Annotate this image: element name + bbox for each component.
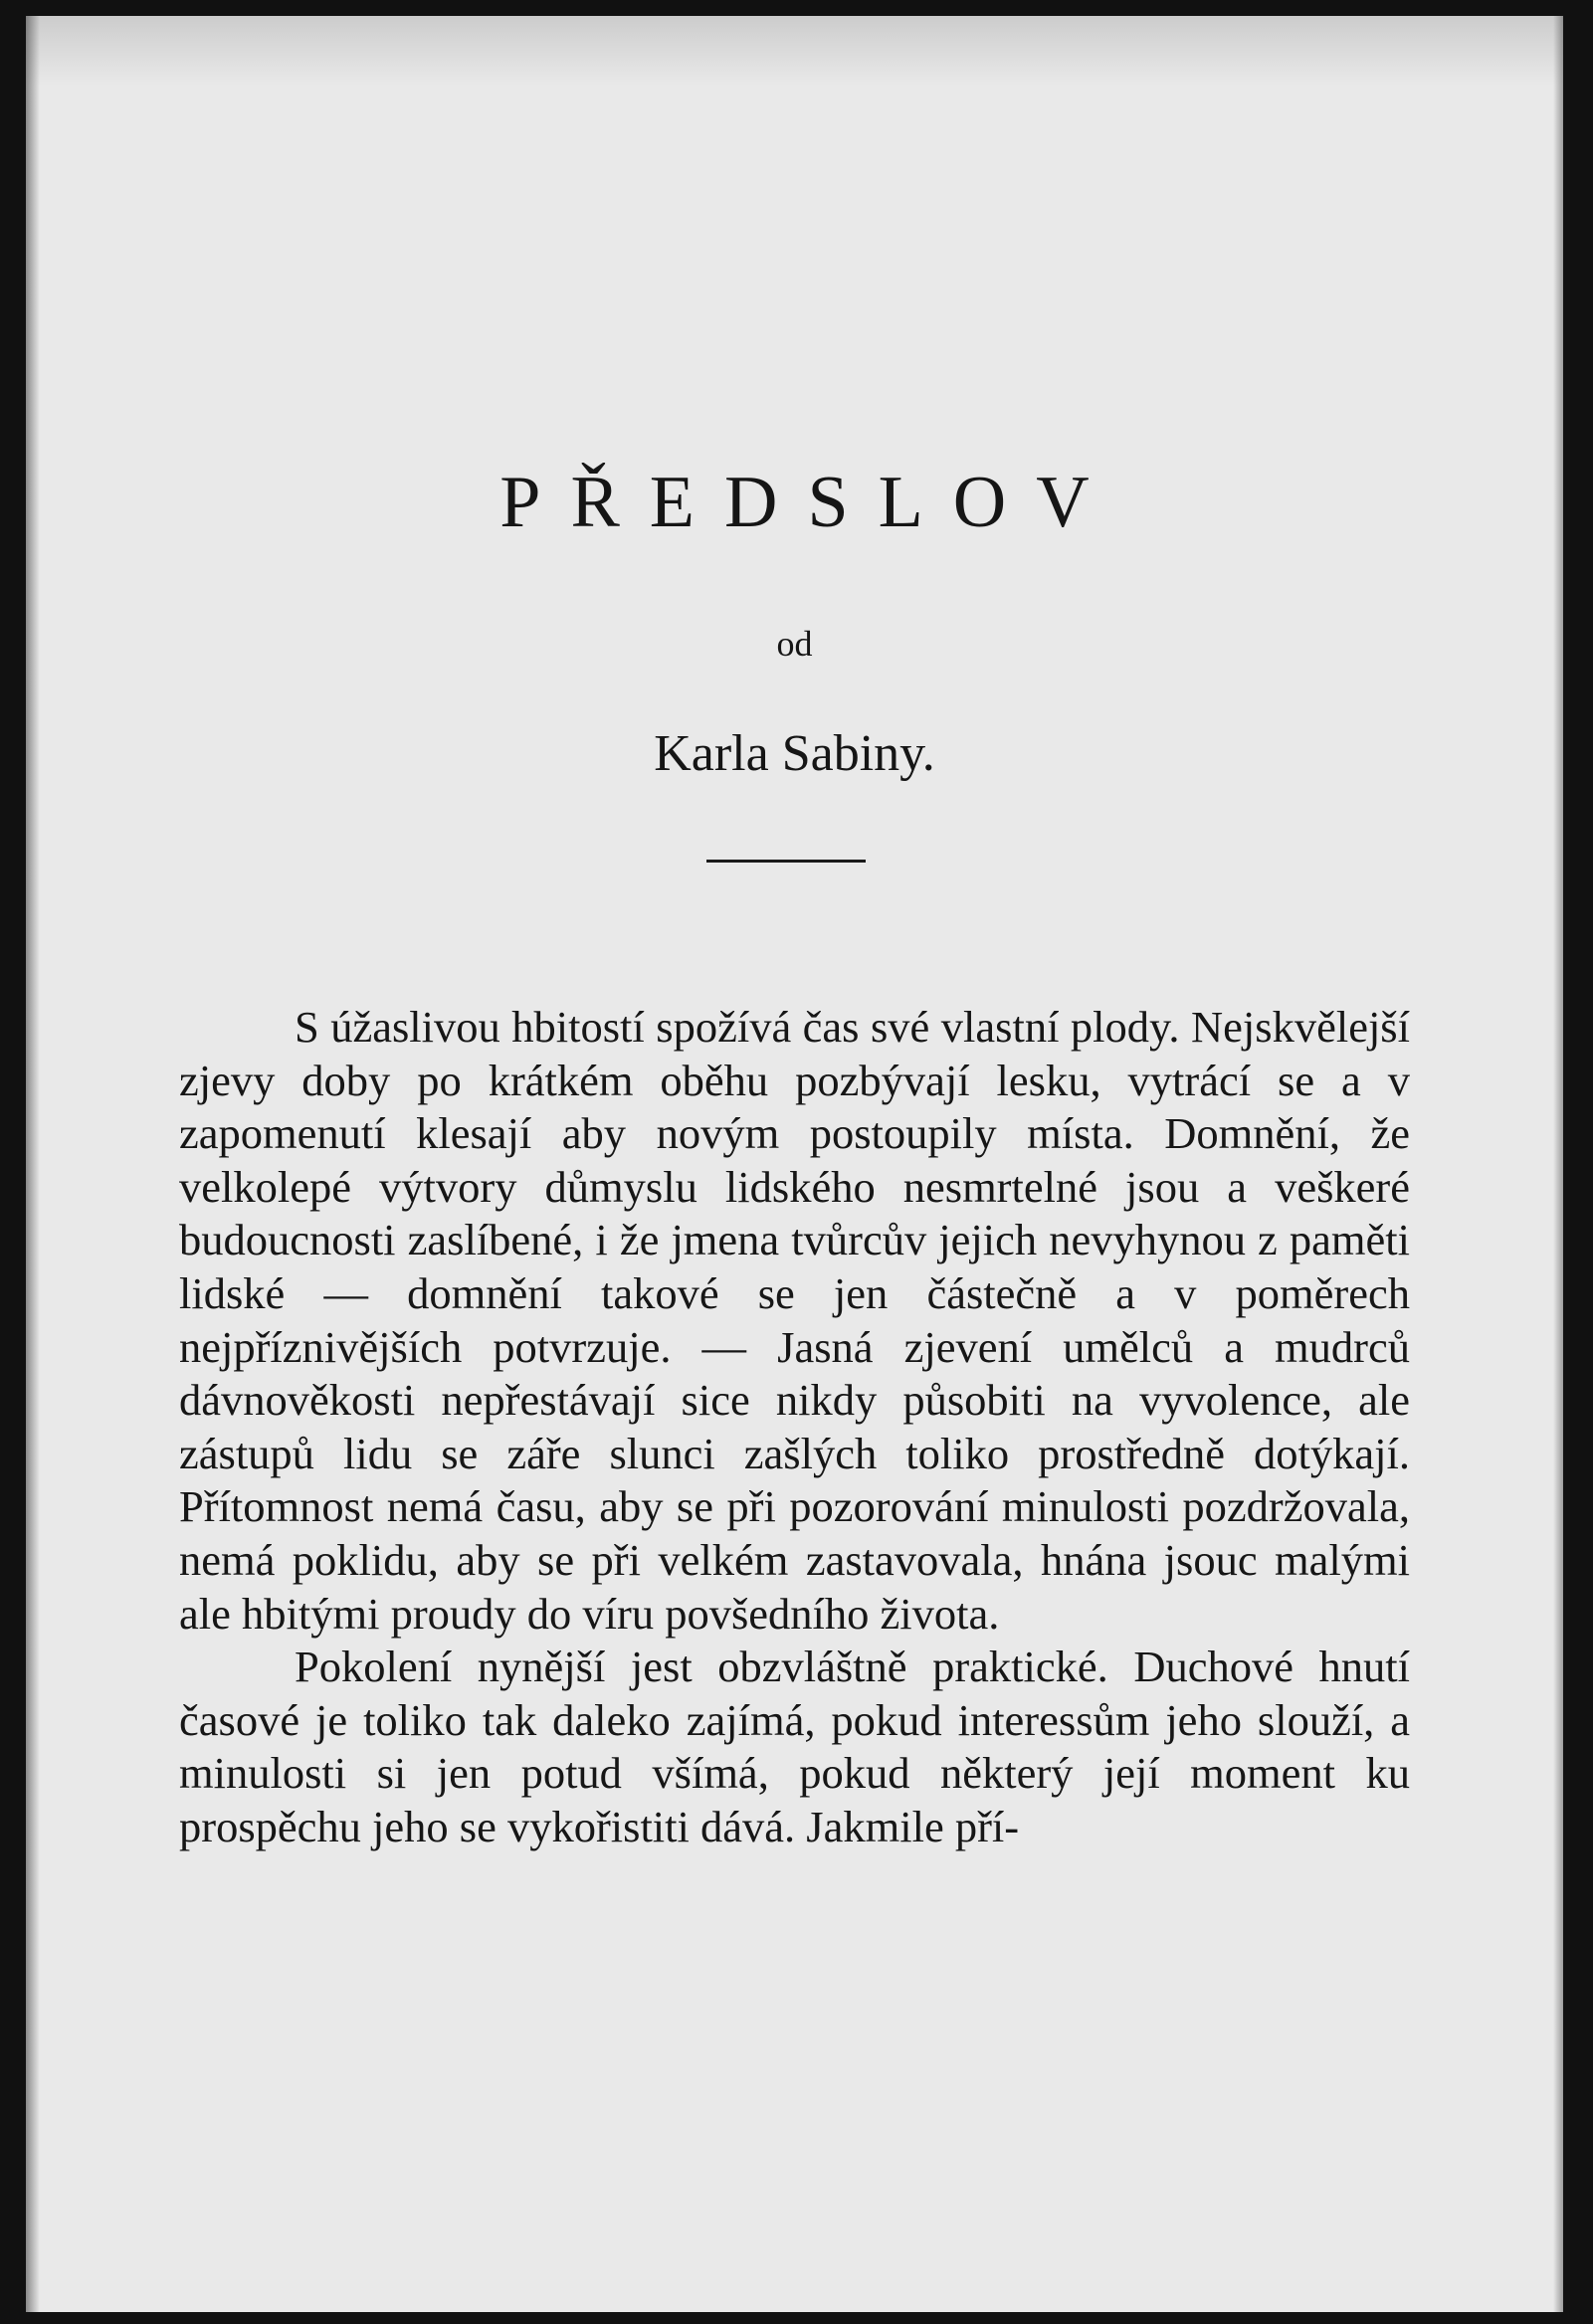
page-shadow-left (26, 16, 40, 2312)
author-name: Karla Sabiny. (654, 725, 935, 782)
paragraph: Pokolení nynější jest obzvláštně praktické. Duchové hnutí časové je toliko tak daleko zajímá, pokud interessům jeho slouží, a minulosti si jen potud všímá, pokud některý její moment ku prospěchu jeho se vykořistiti dává. Jakmile pří- (179, 1642, 1410, 1851)
byline-prefix: od (776, 624, 813, 664)
divider-rule (706, 860, 866, 863)
body-text (179, 1001, 1410, 1854)
paragraph: S úžaslivou hbitostí spožívá čas své vlastní plody. Nejskvělejší zjevy doby po krátkém oběhu pozbývají lesku, vytrácí se a v zapomenutí klesají aby novým postoupily místa. Domnění, že velkolepé výtvory důmyslu lidského nesmrtelné jsou a veškeré budoucnosti zaslíbené, i že jmena tvůrcův jejich nevyhynou z paměti lidské — domnění takové se jen částečně a v poměrech nejpříznivějších potvrzuje. — Jasná zjevení umělců a mudrců dávnověkosti nepřestávají sice nikdy působiti na vyvolence, ale zástupů lidu se záře slunci zašlých toliko prostředně dotýkají. Přítomnost nemá času, aby se při pozorování minulosti pozdržovala, nemá poklidu, aby se při velkém zastavovala, hnána jsouc malými ale hbitými proudy do víru povšedního života. (179, 1002, 1410, 1639)
page-shadow-top (26, 16, 1563, 86)
book-page (26, 16, 1563, 2312)
chapter-title: PŘEDSLOV (499, 462, 1119, 543)
page-shadow-right (1553, 16, 1563, 2312)
